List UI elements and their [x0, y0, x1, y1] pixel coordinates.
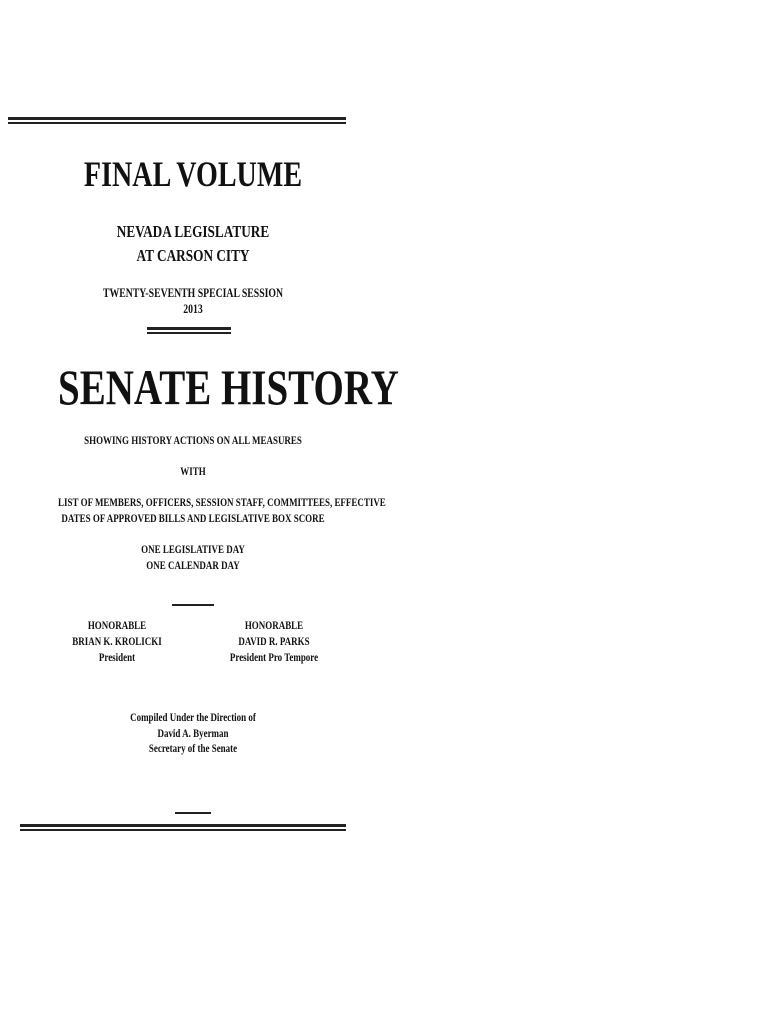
bottom-double-rule [20, 824, 346, 831]
compiler-block [58, 711, 328, 758]
compiler-name: David A. Byerman [157, 727, 229, 740]
officer-title: President [98, 652, 136, 664]
officer-president-pro-tempore [212, 618, 337, 666]
subtitle: SHOWING HISTORY ACTIONS ON ALL MEASURES [84, 435, 302, 447]
legislature-heading [58, 220, 328, 268]
session-heading [58, 285, 328, 317]
connector-word: WITH [180, 466, 206, 478]
legislature-line-2: AT CARSON CITY [136, 246, 250, 265]
compiler-line: Compiled Under the Direction of [130, 712, 256, 724]
bottom-short-rule [175, 812, 211, 814]
officer-honorific: HONORABLE [244, 620, 304, 632]
contents-description [58, 495, 386, 527]
contents-line-1: LIST OF MEMBERS, OFFICERS, SESSION STAFF, COMMITTEES, EFFECTIVE [58, 497, 386, 509]
officer-title: President Pro Tempore [229, 652, 319, 664]
days-line-2: ONE CALENDAR DAY [146, 560, 240, 572]
main-title: SENATE HISTORY [58, 359, 399, 415]
contents-line-2: DATES OF APPROVED BILLS AND LEGISLATIVE BOX SCORE [61, 513, 325, 525]
session-line-1: TWENTY-SEVENTH SPECIAL SESSION [102, 286, 284, 300]
officer-name: BRIAN K. KROLICKI [72, 636, 162, 648]
days-description [58, 542, 328, 574]
short-double-rule [147, 327, 231, 334]
session-year: 2013 [183, 302, 203, 316]
compiler-title: Secretary of the Senate [148, 743, 238, 755]
officer-honorific: HONORABLE [87, 620, 147, 632]
volume-title: FINAL VOLUME [83, 154, 303, 194]
legislature-line-1: NEVADA LEGISLATURE [116, 222, 270, 241]
short-rule [172, 604, 214, 606]
officer-president [55, 618, 180, 666]
officer-name: DAVID R. PARKS [238, 636, 310, 648]
top-double-rule [8, 117, 346, 124]
days-line-1: ONE LEGISLATIVE DAY [141, 544, 245, 556]
